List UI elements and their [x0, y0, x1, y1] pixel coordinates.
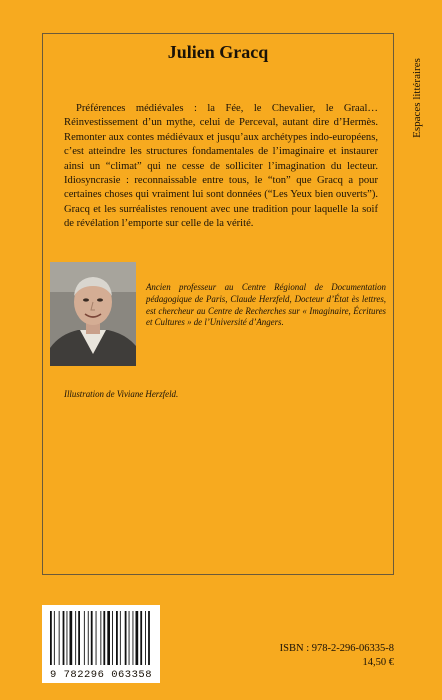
blurb-paragraph: Préférences médiévales : la Fée, le Chevalier, le Graal… Réinvestissement d’un mythe, celui de Perceval, autant dire d’Hermès. Remonter aux contes médiévaux et jusqu’aux archétypes indo-européens, c’est atteindre les structures fondamentales de l’imaginaire et instaurer ainsi un “climat” qui ne cesse de solliciter l’imagination du lecteur. Idiosyncrasie : reconnaissable entre tous, le “ton” que Gracq a pour certaines choses qui vraiment lui sont données (“Les Yeux bien ouverts”). Gracq et les surréalistes renouent avec une tradition pour laquelle la soif de révélation l’emporte sur celle de la vérité. [64, 103, 378, 230]
author-portrait-image [50, 262, 136, 366]
series-spine [407, 40, 427, 155]
book-title: Julien Gracq [167, 42, 269, 62]
blurb [64, 102, 378, 232]
barcode-digits: 9 782296 063358 [49, 669, 152, 681]
price: 14,50 € [362, 657, 394, 668]
author-bio: Ancien professeur au Centre Régional de Documentation pédagogique de Paris, Claude Herzfeld, Docteur d’État ès lettres, est chercheur au Centre de Recherches sur « Imaginaire, Écritures et Cultures » de l’Université d’Angers. [146, 282, 386, 328]
author-photo [50, 262, 136, 366]
series-spine-text: Espaces littéraires [411, 57, 423, 138]
illustration-credit: Illustration de Viviane Herzfeld. [64, 389, 179, 399]
isbn-price-block [262, 642, 394, 670]
barcode [42, 605, 160, 683]
isbn: ISBN : 978-2-296-06335-8 [279, 643, 394, 654]
barcode-bars [42, 605, 160, 669]
